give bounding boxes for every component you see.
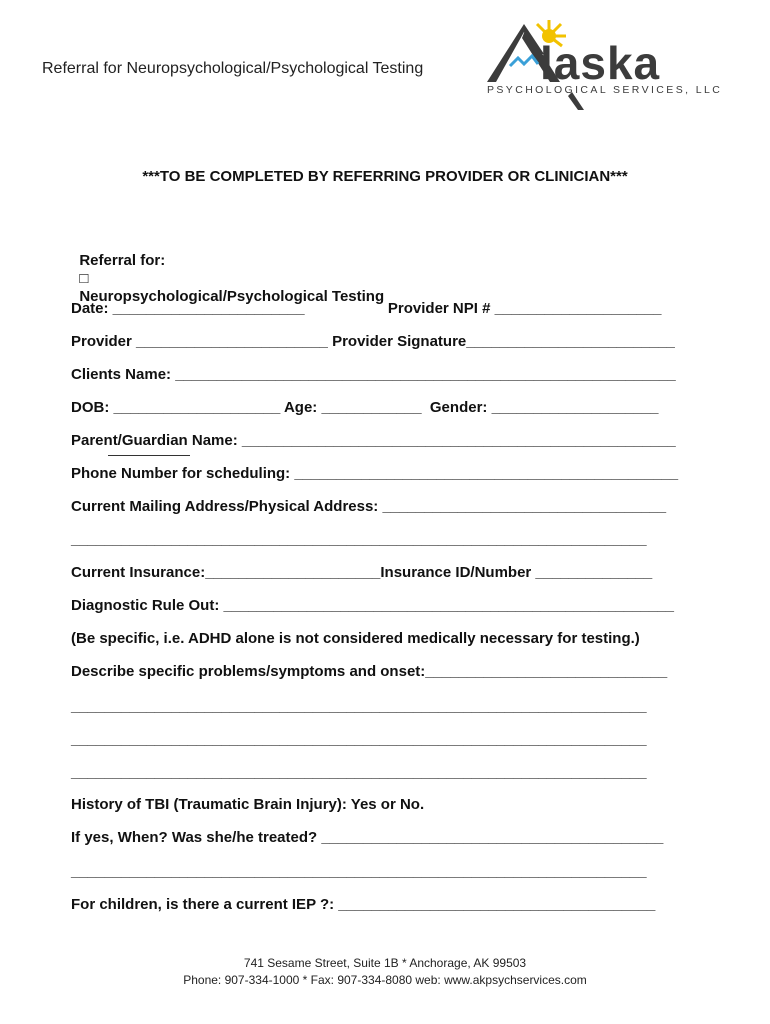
insurance-field[interactable]: Current Insurance:_____________________Insurance ID/Number ______________ [71,564,653,581]
guardian-name-field[interactable]: Parent/Guardian Name: ____________________________________________________ [71,432,676,449]
footer-contact: Phone: 907-334-1000 * Fax: 907-334-8080 web: www.akpsychservices.com [183,973,587,987]
mailing-address-field[interactable]: Current Mailing Address/Physical Address: __________________________________ [71,498,667,515]
date-npi-field[interactable]: Date: _______________________ Provider NPI # ____________________ [71,300,662,317]
logo-subtitle: PSYCHOLOGICAL SERVICES, LLC [487,84,723,96]
referral-label: Referral for: [79,252,166,269]
symptoms-line-3[interactable]: _____________________________________________________________________ [71,731,647,748]
form-instruction-heading: ***TO BE COMPLETED BY REFERRING PROVIDER OR CLINICIAN*** [142,168,628,185]
specificity-note: (Be specific, i.e. ADHD alone is not considered medically necessary for testing.) [71,630,640,647]
symptoms-field[interactable]: Describe specific problems/symptoms and onset:_____________________________ [71,663,668,680]
phone-number-field[interactable]: Phone Number for scheduling: ______________________________________________ [71,465,679,482]
symptoms-line-2[interactable]: _____________________________________________________________________ [71,698,647,715]
diagnostic-rule-out-field[interactable]: Diagnostic Rule Out: ______________________________________________________ [71,597,674,614]
dob-age-gender-field[interactable]: DOB: ____________________ Age: ____________ Gender: ____________________ [71,399,659,416]
iep-field[interactable]: For children, is there a current IEP ?: ______________________________________ [71,896,656,913]
divider [108,455,190,456]
document-title: Referral for Neuropsychological/Psychological Testing [42,60,424,77]
referral-option-label: Neuropsychological/Psychological Testing [79,288,385,305]
company-logo [482,14,722,114]
mailing-address-line-2[interactable]: _____________________________________________________________________ [71,531,647,548]
referral-for-row [71,234,384,306]
client-name-field[interactable]: Clients Name: ____________________________________________________________ [71,366,676,383]
tbi-history-question: History of TBI (Traumatic Brain Injury): Yes or No. [71,796,425,813]
tbi-treatment-line-2[interactable]: _____________________________________________________________________ [71,863,647,880]
tbi-treatment-field[interactable]: If yes, When? Was she/he treated? _________________________________________ [71,829,664,846]
symptoms-line-4[interactable]: _____________________________________________________________________ [71,764,647,781]
footer-address: 741 Sesame Street, Suite 1B * Anchorage, AK 99503 [243,956,527,970]
referral-checkbox[interactable]: □ [79,270,89,287]
provider-signature-field[interactable]: Provider _______________________ Provider Signature_________________________ [71,333,675,350]
logo-wordmark: laska [540,37,661,89]
